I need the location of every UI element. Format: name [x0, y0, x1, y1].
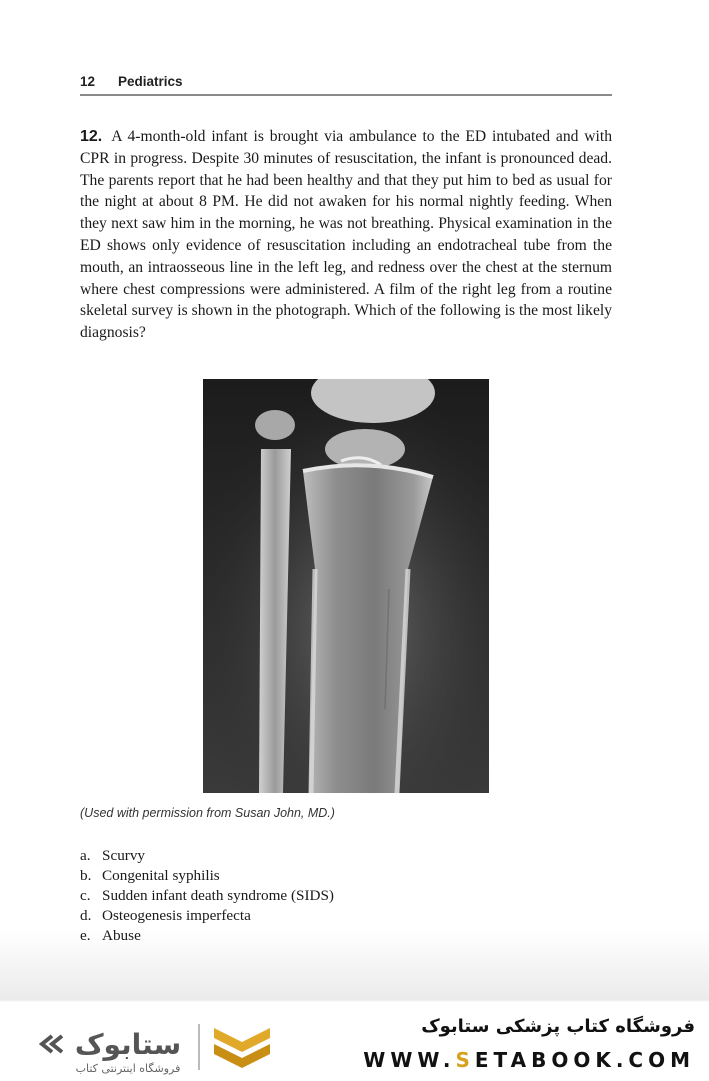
option-text: Osteogenesis imperfecta — [102, 907, 251, 924]
answer-options — [80, 846, 480, 946]
option-text: Abuse — [102, 927, 141, 944]
answer-option[interactable] — [80, 906, 480, 926]
fibula-epiphysis — [255, 410, 295, 440]
option-letter: a. — [80, 847, 91, 864]
page-number: 12 — [80, 74, 96, 89]
question-number: 12. — [80, 128, 103, 145]
option-letter: e. — [80, 927, 91, 944]
option-text: Sudden infant death syndrome (SIDS) — [102, 887, 334, 904]
question-block — [80, 126, 612, 344]
answer-option[interactable] — [80, 926, 480, 946]
store-name: فروشگاه کتاب پزشکی ستابوک — [421, 1016, 695, 1037]
xray-lower-leg-image — [203, 379, 489, 793]
option-letter: d. — [80, 907, 92, 924]
option-text: Congenital syphilis — [102, 867, 220, 884]
figure-caption: (Used with permission from Susan John, MD.) — [80, 806, 335, 820]
answer-option[interactable] — [80, 886, 480, 906]
answer-option[interactable] — [80, 846, 480, 866]
setabook-logo-mark — [38, 1018, 278, 1076]
option-text: Scurvy — [102, 847, 146, 864]
option-letter: b. — [80, 867, 92, 884]
logo-text: ستابوک — [74, 1028, 182, 1061]
answer-option[interactable] — [80, 866, 480, 886]
store-url[interactable]: WWW.SETABOOK.COM — [363, 1048, 695, 1072]
section-title: Pediatrics — [118, 74, 183, 89]
question-text: A 4-month-old infant is brought via ambulance to the ED intubated and with CPR in progress. Despite 30 minutes of resuscitation, the infant is pronounced dead. The parents report that he had been healthy and that they put him to bed as usual for the night at about 8 PM. He did not awaken for his normal nightly feeding. When they next saw him in the morning, he was not breathing. Physical examination in the ED shows only evidence of resuscitation including an endotracheal tube from the mouth, an intraosseous line in the left leg, and redness over the chest at the sternum where chest compressions were administered. A film of the right leg from a routine skeletal survey is shown in the photograph. Which of the following is the most likely diagnosis? — [80, 128, 612, 342]
tibia-epiphysis — [325, 429, 405, 469]
header-rule — [80, 94, 612, 96]
xray-figure — [203, 379, 489, 793]
logo-tagline: فروشگاه اینترنتی کتاب — [75, 1062, 181, 1075]
option-letter: c. — [80, 887, 91, 904]
running-header — [80, 72, 612, 94]
setabook-logo[interactable] — [38, 1018, 278, 1076]
